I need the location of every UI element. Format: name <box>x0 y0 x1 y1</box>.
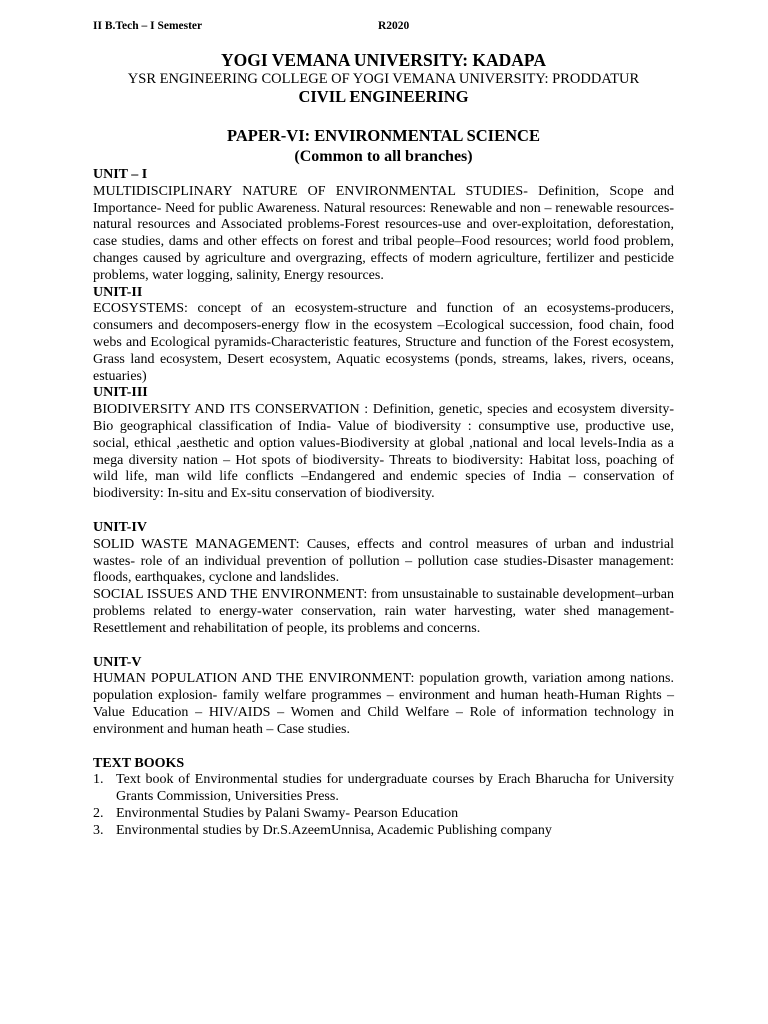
unit-1-heading: UNIT – I <box>93 167 148 182</box>
paper-subtitle: (Common to all branches) <box>294 148 473 165</box>
semester-label: II B.Tech – I Semester <box>93 20 203 32</box>
section-spacer <box>93 503 674 520</box>
department-name: CIVIL ENGINEERING <box>298 87 469 106</box>
textbook-item <box>93 806 674 823</box>
textbooks-heading: TEXT BOOKS <box>93 755 185 771</box>
textbooks-list <box>93 772 674 839</box>
unit-3-text: BIODIVERSITY AND ITS CONSERVATION : Definition, genetic, species and ecosystem diversity-Bio geographical classification of India- Value of biodiversity : consumptive use, productive use, social, ethical ,aesthetic and option values-Biodiversity at global ,national and local levels-India as a mega diversity nation – Hot spots of biodiversity- Threats to biodiversity: Habitat loss, poaching of wild life, man wild life conflicts –Endangered and endemic species of India – conservation of biodiversity: In-situ and Ex-situ conservation of biodiversity. <box>93 402 674 502</box>
section-spacer <box>93 739 674 756</box>
paper-title: PAPER-VI: ENVIRONMENTAL SCIENCE <box>227 126 540 145</box>
textbook-title: Text book of Environmental studies for undergraduate courses by Erach Bharucha for University Grants Commission, Universities Press. <box>116 772 674 805</box>
unit-4-text-social: SOCIAL ISSUES AND THE ENVIRONMENT: from unsustainable to sustainable development–urban problems related to energy-water conservation, rain water harvesting, water shed management-Resettlement and rehabilitation of people, its problems and concerns. <box>93 587 674 636</box>
textbook-title: Environmental studies by Dr.S.AzeemUnnisa, Academic Publishing company <box>116 822 552 838</box>
unit-1-text: MULTIDISCIPLINARY NATURE OF ENVIRONMENTAL STUDIES- Definition, Scope and Importance- Need for public Awareness. Natural resources: Renewable and non – renewable resources- natural resources and Associated problems-Forest resources-use and over-exploitation, deforestation, case studies, dams and other effects on forest and tribal people–Food resources; world food problem, changes caused by agriculture and overgrazing, effects of modern agriculture, fertilizer and pesticide problems, water logging, salinity, Energy resources. <box>93 183 674 283</box>
unit-4-text-waste: SOLID WASTE MANAGEMENT: Causes, effects and control measures of urban and industrial wastes- role of an individual prevention of pollution – pollution case studies-Disaster management: floods, earthquakes, cyclone and landslides. <box>93 536 674 586</box>
textbook-number: 3. <box>93 822 104 838</box>
unit-5-heading: UNIT-V <box>93 654 142 670</box>
section-spacer <box>93 638 674 655</box>
unit-5-text: HUMAN POPULATION AND THE ENVIRONMENT: population growth, variation among nations. population explosion- family welfare programmes – environment and human heath-Human Rights – Value Education – HIV/AIDS – Women and Child Welfare – Role of information technology in environment and human heath – Case studies. <box>93 671 674 737</box>
textbook-item <box>93 772 674 806</box>
college-name: YSR ENGINEERING COLLEGE OF YOGI VEMANA UNIVERSITY: PRODDATUR <box>127 71 640 87</box>
page-header <box>93 20 674 36</box>
syllabus-page <box>93 20 674 839</box>
unit-2-heading: UNIT-II <box>93 284 143 300</box>
unit-4-heading: UNIT-IV <box>93 519 147 535</box>
textbook-number: 1. <box>93 772 104 788</box>
unit-3-heading: UNIT-III <box>93 385 148 401</box>
textbook-item <box>93 823 674 840</box>
unit-2-text: ECOSYSTEMS: concept of an ecosystem-structure and function of an ecosystems-producers, consumers and decomposers-energy flow in the ecosystem –Ecological succession, food chain, food webs and Ecological pyramids-Characteristic features, Structure and function of the Forest ecosystem, Grass land ecosystem, Desert ecosystem, Aquatic ecosystems (ponds, streams, lakes, rivers, oceans, estuaries) <box>93 301 674 384</box>
university-title: YOGI VEMANA UNIVERSITY: KADAPA <box>221 50 546 70</box>
textbook-number: 2. <box>93 805 104 821</box>
regulation-label: R2020 <box>378 20 410 32</box>
textbook-title: Environmental Studies by Palani Swamy- Pearson Education <box>116 805 459 821</box>
